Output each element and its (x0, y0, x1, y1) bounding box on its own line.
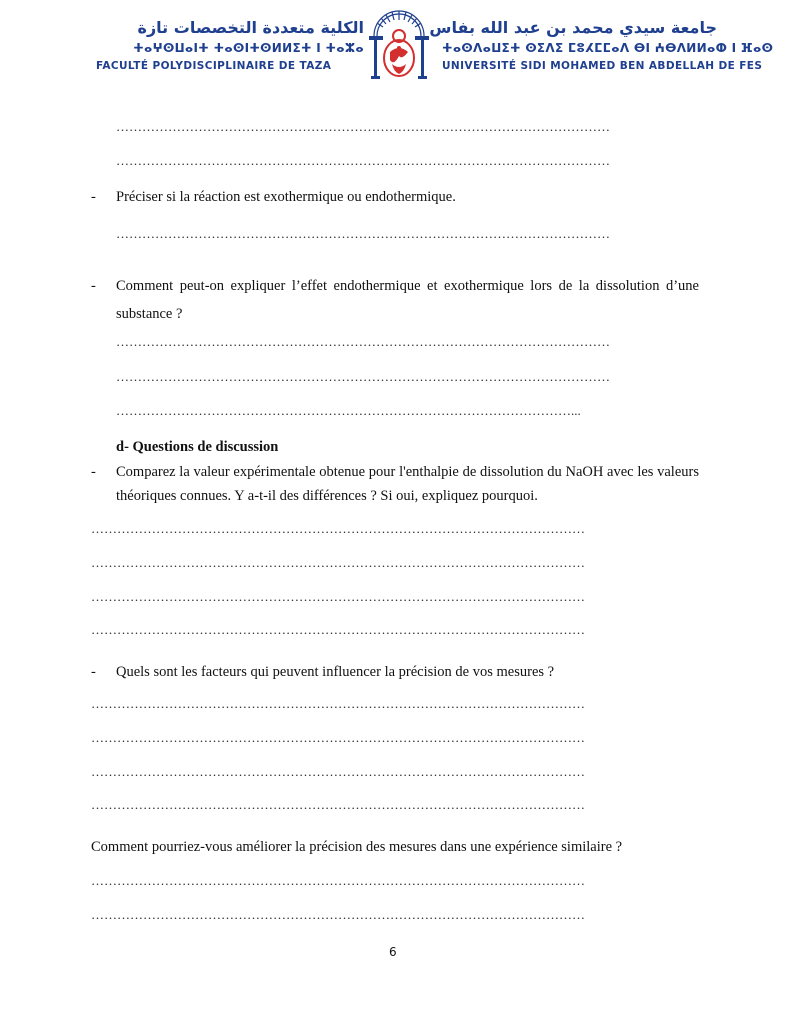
bullet-dash: - (91, 664, 96, 680)
answer-line[interactable]: …………………………………………………………………………………………………… (91, 873, 585, 888)
answer-line[interactable]: …………………………………………………………………………………………………… (91, 589, 585, 604)
bullet-dash: - (91, 464, 96, 480)
university-name-arabic: جامعة سيدي محمد بن عبد الله بفاس (429, 18, 717, 37)
faculty-name-french: FACULTÉ POLYDISCIPLINAIRE DE TAZA (96, 60, 332, 72)
answer-line[interactable]: …………………………………………………………………………………………………… (116, 119, 610, 134)
question-improve: Comment pourriez-vous améliorer la précision des mesures dans une expérience similaire ? (91, 839, 623, 855)
question-explain-line1: Comment peut-on expliquer l’effet endothermique et exothermique lors de la dissolution d’une (116, 278, 699, 294)
answer-line[interactable]: …………………………………………………………………………………………………… (91, 907, 585, 922)
faculty-name-arabic: الكلية متعددة التخصصات تازة (137, 18, 364, 37)
page-number: 6 (389, 945, 397, 959)
bullet-dash: - (91, 189, 96, 205)
question-compare-line2: théoriques connues. Y a-t-il des différences ? Si oui, expliquez pourquoi. (116, 488, 538, 504)
answer-line[interactable]: …………………………………………………………………………………………………… (91, 521, 585, 536)
answer-line[interactable]: …………………………………………………………………………………………………… (116, 369, 610, 384)
answer-line[interactable]: …………………………………………………………………………………………………… (116, 153, 610, 168)
bullet-dash: - (91, 278, 96, 294)
answer-line[interactable]: …………………………………………………………………………………………………… (91, 797, 585, 812)
question-explain-line2: substance ? (116, 306, 183, 322)
answer-line[interactable]: ……………………………………………………………………………………………... (116, 403, 581, 418)
question-factors: Quels sont les facteurs qui peuvent influencer la précision de vos mesures ? (116, 664, 555, 680)
answer-line[interactable]: …………………………………………………………………………………………………… (116, 334, 610, 349)
university-name-tifinagh: ⵜⴰⵙⴷⴰⵡⵉⵜ ⵙⵉⴷⵉ ⵎⵓⵃⵎⵎⴰⴷ ⴱⵏ ⵄⴱⴷⵍⵍⴰⵀ ⵏ ⴼⴰⵙ (442, 41, 774, 55)
question-exothermic: Préciser si la réaction est exothermique ou endothermique. (116, 189, 456, 205)
university-name-block (429, 18, 774, 74)
answer-line[interactable]: …………………………………………………………………………………………………… (91, 555, 585, 570)
university-emblem-icon (366, 8, 432, 84)
faculty-name-tifinagh: ⵜⴰⵖⵙⵡⴰⵏⵜ ⵜⴰⵙⵏⵜⵙⵍⵍⵉⵜ ⵏ ⵜⴰⵣⴰ (133, 41, 364, 55)
university-name-french: UNIVERSITÉ SIDI MOHAMED BEN ABDELLAH DE FES (442, 60, 763, 72)
answer-line[interactable]: …………………………………………………………………………………………………… (91, 622, 585, 637)
question-compare-line1: Comparez la valeur expérimentale obtenue pour l'enthalpie de dissolution du NaOH avec les valeurs (116, 464, 699, 480)
answer-line[interactable]: …………………………………………………………………………………………………… (91, 696, 585, 711)
answer-line[interactable]: …………………………………………………………………………………………………… (116, 226, 610, 241)
answer-line[interactable]: …………………………………………………………………………………………………… (91, 730, 585, 745)
section-heading-discussion: d- Questions de discussion (116, 439, 279, 455)
faculty-name-block (96, 18, 364, 74)
answer-line[interactable]: …………………………………………………………………………………………………… (91, 764, 585, 779)
page-header (0, 0, 791, 90)
